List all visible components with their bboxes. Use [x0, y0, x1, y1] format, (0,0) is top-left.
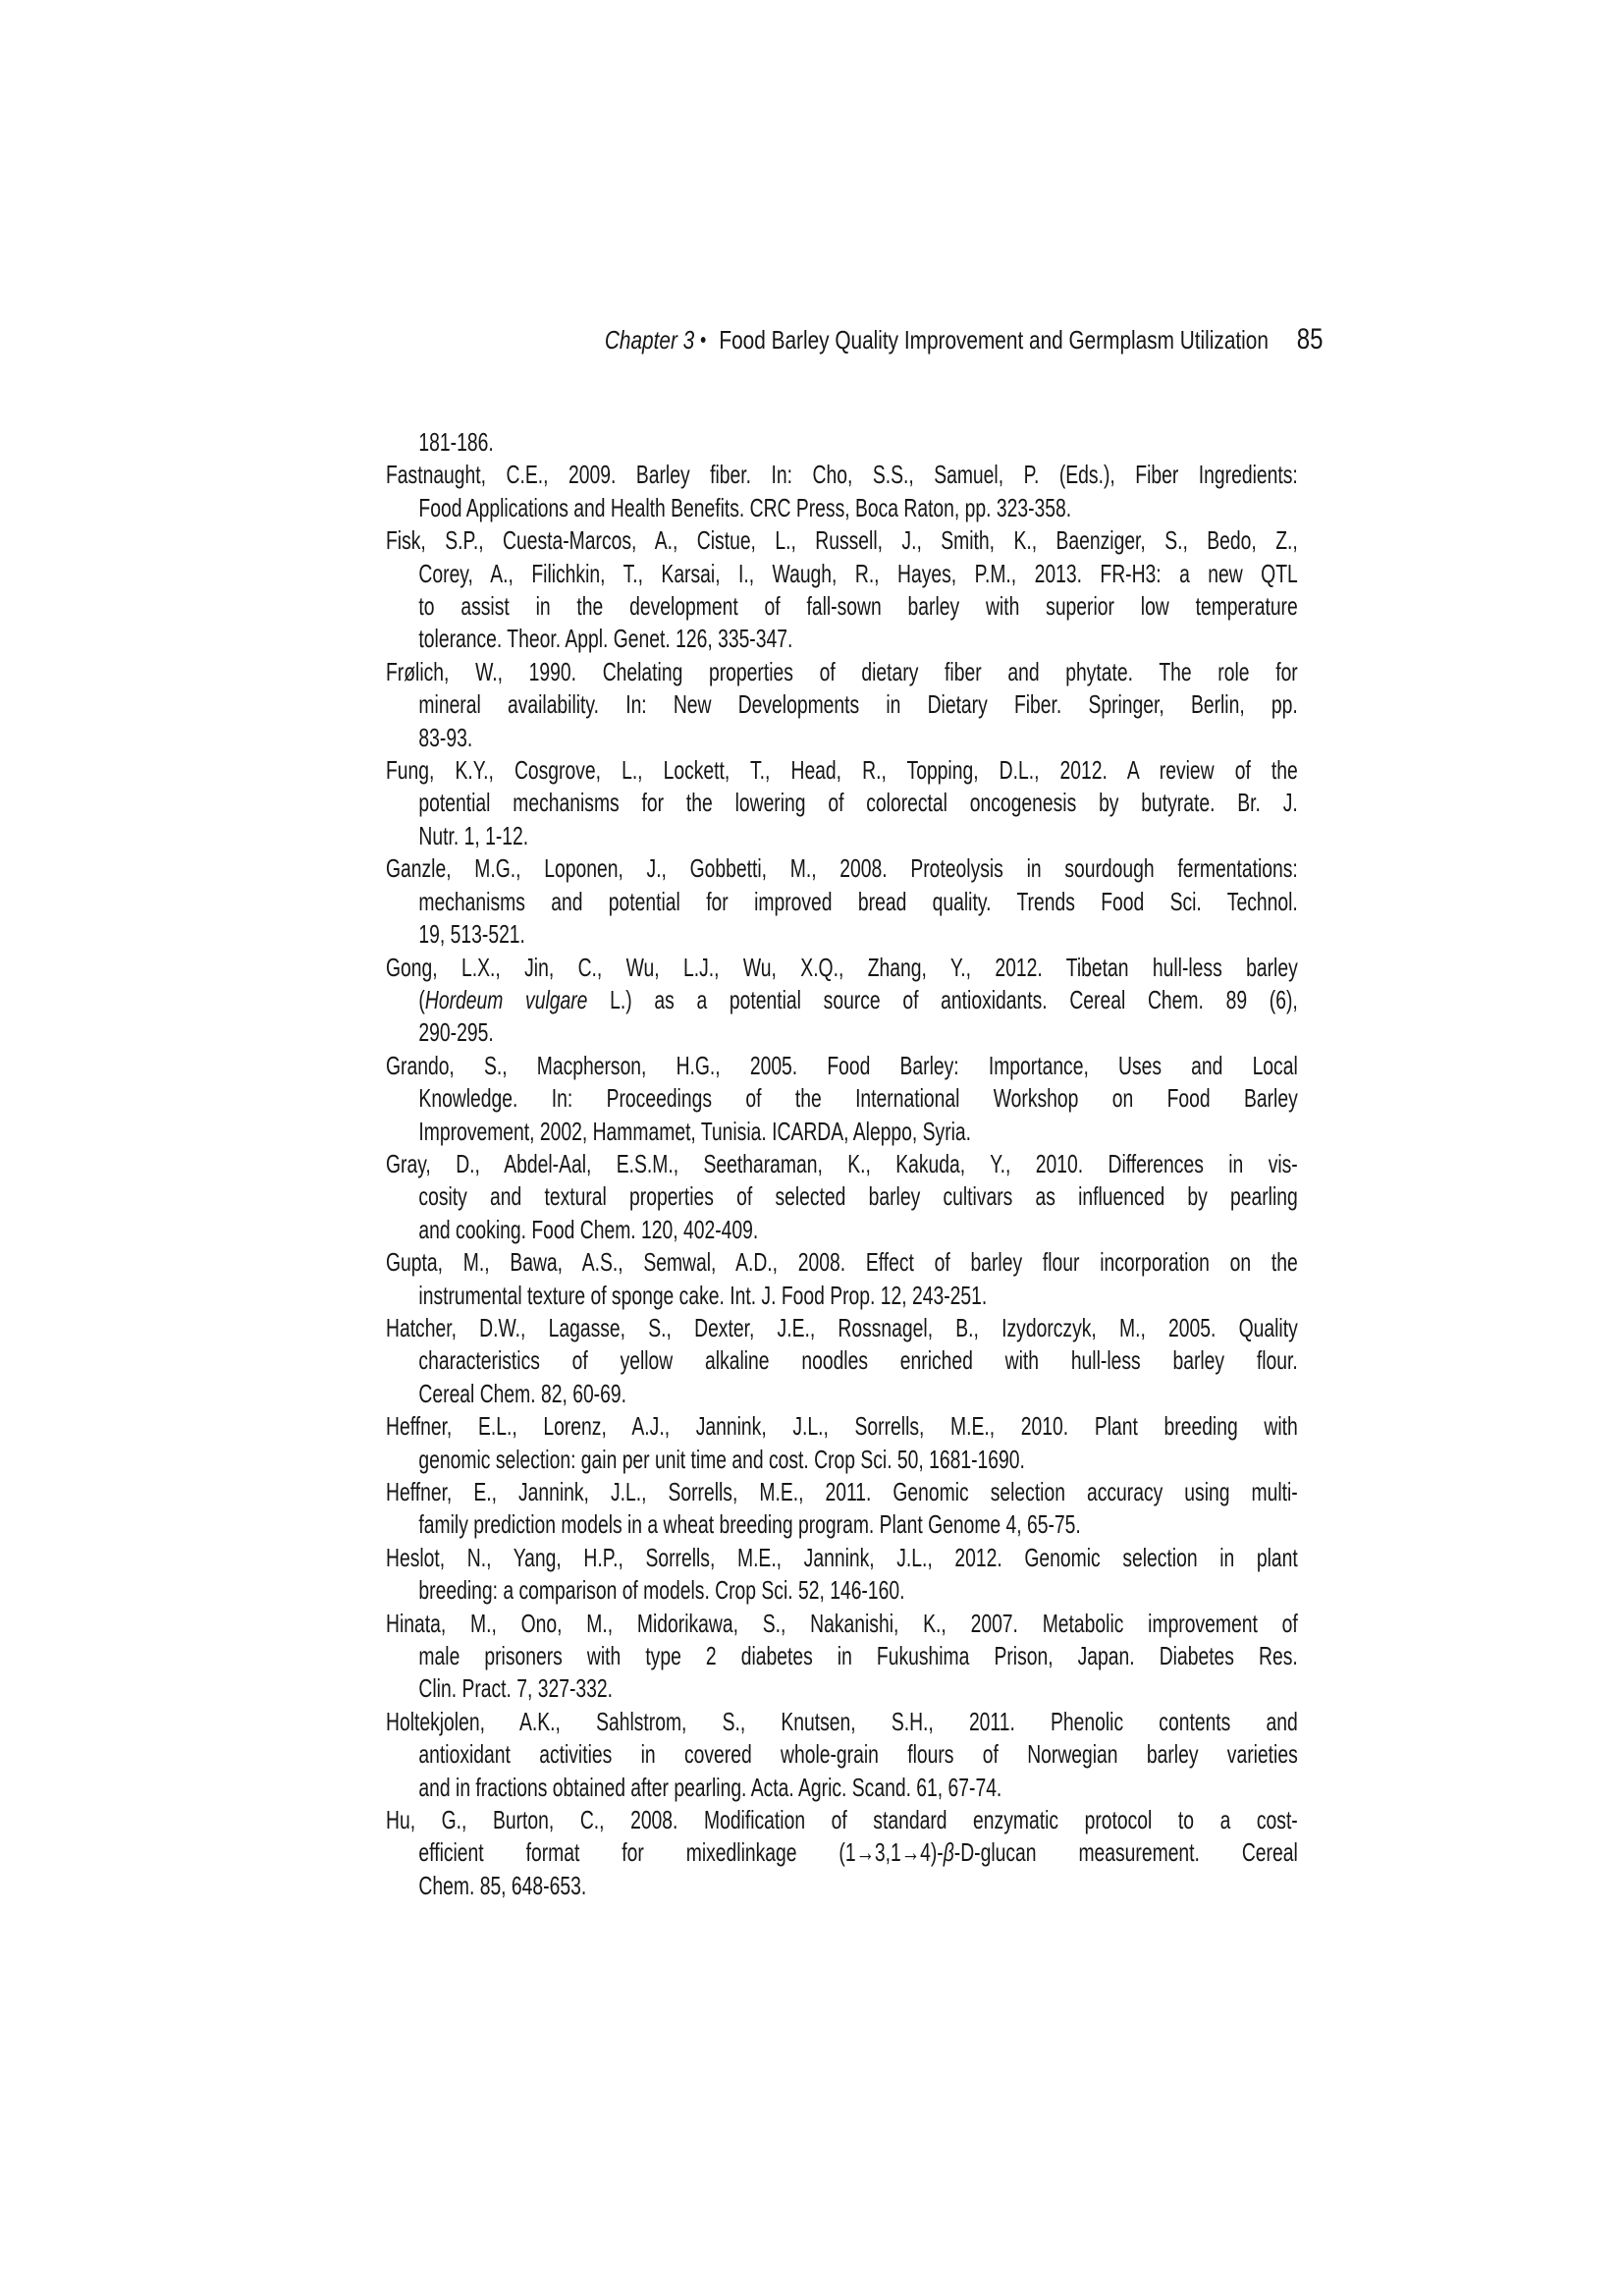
reference-line: and cooking. Food Chem. 120, 402-409. — [418, 1214, 759, 1244]
reference-line: Grando, S., Macpherson, H.G., 2005. Food Barley: Importance, Uses and Local — [386, 1050, 1298, 1080]
reference-entry — [386, 1410, 1298, 1476]
reference-entry — [386, 852, 1298, 951]
reference-line: antioxidant activities in covered whole-grain flours of Norwegian barley varieties — [418, 1739, 1298, 1770]
reference-entry — [386, 1246, 1298, 1312]
reference-entry — [386, 1804, 1298, 1902]
reference-line: Heffner, E., Jannink, J.L., Sorrells, M.E., 2011. Genomic selection accuracy using multi- — [386, 1477, 1298, 1506]
running-title: Food Barley Quality Improvement and Germplasm Utilization — [718, 325, 1269, 355]
reference-entry — [386, 754, 1298, 852]
reference-line: and in fractions obtained after pearling. Acta. Agric. Scand. 61, 67-74. — [418, 1772, 1002, 1802]
reference-line: to assist in the development of fall-sown barley with superior low temperature — [418, 591, 1298, 622]
reference-line: Improvement, 2002, Hammamet, Tunisia. ICARDA, Aleppo, Syria. — [418, 1116, 972, 1146]
reference-line: (Hordeum vulgare L.) as a potential source of antioxidants. Cereal Chem. 89 (6), — [418, 984, 1298, 1014]
reference-line: Gong, L.X., Jin, C., Wu, L.J., Wu, X.Q., Zhang, Y., 2012. Tibetan hull-less barley — [386, 952, 1298, 982]
reference-line: mineral availability. In: New Developments in Dietary Fiber. Springer, Berlin, pp. — [418, 689, 1298, 720]
reference-line: Hatcher, D.W., Lagasse, S., Dexter, J.E., Rossnagel, B., Izydorczyk, M., 2005. Quality — [386, 1312, 1298, 1342]
reference-line: genomic selection: gain per unit time and cost. Crop Sci. 50, 1681-1690. — [418, 1444, 1025, 1474]
reference-entry — [386, 426, 1298, 459]
reference-line: Heffner, E.L., Lorenz, A.J., Jannink, J.L., Sorrells, M.E., 2010. Plant breeding with — [386, 1411, 1298, 1442]
reference-line: Food Applications and Health Benefits. CRC Press, Boca Raton, pp. 323-358. — [418, 492, 1072, 522]
reference-entry — [386, 1476, 1298, 1542]
reference-entry — [386, 952, 1298, 1050]
reference-line: Fung, K.Y., Cosgrove, L., Lockett, T., Head, R., Topping, D.L., 2012. A review of the — [386, 755, 1298, 786]
reference-line: instrumental texture of sponge cake. Int. J. Food Prop. 12, 243-251. — [418, 1280, 988, 1310]
reference-line: 290-295. — [418, 1017, 494, 1048]
reference-line: Corey, A., Filichkin, T., Karsai, I., Waugh, R., Hayes, P.M., 2013. FR-H3: a new QTL — [418, 558, 1298, 588]
reference-entry — [386, 656, 1298, 754]
reference-entry — [386, 1312, 1298, 1410]
reference-line: Nutr. 1, 1-12. — [418, 820, 529, 850]
page-number: 85 — [1296, 323, 1323, 355]
reference-line: Gray, D., Abdel-Aal, E.S.M., Seetharaman, K., Kakuda, Y., 2010. Differences in vis- — [386, 1148, 1298, 1178]
reference-line: efficient format for mixedlinkage (1→3,1→4)-β-D-glucan measurement. Cereal — [418, 1837, 1298, 1868]
reference-line: male prisoners with type 2 diabetes in Fukushima Prison, Japan. Diabetes Res. — [418, 1641, 1298, 1671]
reference-entry — [386, 524, 1298, 656]
reference-line: cosity and textural properties of selected barley cultivars as influenced by pearling — [418, 1181, 1298, 1212]
reference-line: Chem. 85, 648-653. — [418, 1870, 587, 1900]
reference-line: potential mechanisms for the lowering of colorectal oncogenesis by butyrate. Br. J. — [418, 788, 1298, 818]
reference-entry — [386, 1148, 1298, 1246]
reference-entry — [386, 1542, 1298, 1608]
reference-line: Fastnaught, C.E., 2009. Barley fiber. In: Cho, S.S., Samuel, P. (Eds.), Fiber Ingredients: — [386, 460, 1298, 490]
reference-line: Fisk, S.P., Cuesta-Marcos, A., Cistue, L., Russell, J., Smith, K., Baenziger, S., Bedo, Z., — [386, 525, 1298, 556]
reference-line: 19, 513-521. — [418, 919, 525, 950]
reference-entry — [386, 459, 1298, 524]
reference-line: Gupta, M., Bawa, A.S., Semwal, A.D., 2008. Effect of barley flour incorporation on the — [386, 1247, 1298, 1278]
reference-line: family prediction models in a wheat breeding program. Plant Genome 4, 65-75. — [418, 1509, 1081, 1540]
reference-line: 181-186. — [418, 427, 494, 457]
reference-line: mechanisms and potential for improved bread quality. Trends Food Sci. Technol. — [418, 886, 1298, 916]
bullet-icon: ● — [699, 331, 707, 347]
reference-entry — [386, 1050, 1298, 1148]
reference-line: Clin. Pract. 7, 327-332. — [418, 1673, 614, 1704]
reference-line: Frølich, W., 1990. Chelating properties of dietary fiber and phytate. The role for — [386, 656, 1298, 686]
reference-line: breeding: a comparison of models. Crop Sci. 52, 146-160. — [418, 1575, 905, 1606]
reference-line: Hinata, M., Ono, M., Midorikawa, S., Nakanishi, K., 2007. Metabolic improvement of — [386, 1608, 1298, 1638]
reference-line: tolerance. Theor. Appl. Genet. 126, 335-347. — [418, 624, 793, 654]
reference-line: 83-93. — [418, 722, 473, 752]
reference-entry — [386, 1608, 1298, 1706]
reference-line: Holtekjolen, A.K., Sahlstrom, S., Knutsen, S.H., 2011. Phenolic contents and — [386, 1706, 1298, 1736]
reference-line: Ganzle, M.G., Loponen, J., Gobbetti, M., 2008. Proteolysis in sourdough fermentations: — [386, 853, 1298, 884]
reference-line: Knowledge. In: Proceedings of the International Workshop on Food Barley — [418, 1083, 1298, 1114]
reference-line: Cereal Chem. 82, 60-69. — [418, 1378, 626, 1408]
reference-line: Hu, G., Burton, C., 2008. Modification of standard enzymatic protocol to a cost- — [386, 1805, 1298, 1835]
chapter-label: Chapter 3 — [604, 325, 694, 355]
page-header — [604, 325, 1323, 355]
reference-entry — [386, 1706, 1298, 1804]
reference-line: Heslot, N., Yang, H.P., Sorrells, M.E., Jannink, J.L., 2012. Genomic selection in plant — [386, 1542, 1298, 1572]
reference-line: characteristics of yellow alkaline noodles enriched with hull-less barley flour. — [418, 1345, 1298, 1376]
references-list — [386, 426, 1298, 1902]
